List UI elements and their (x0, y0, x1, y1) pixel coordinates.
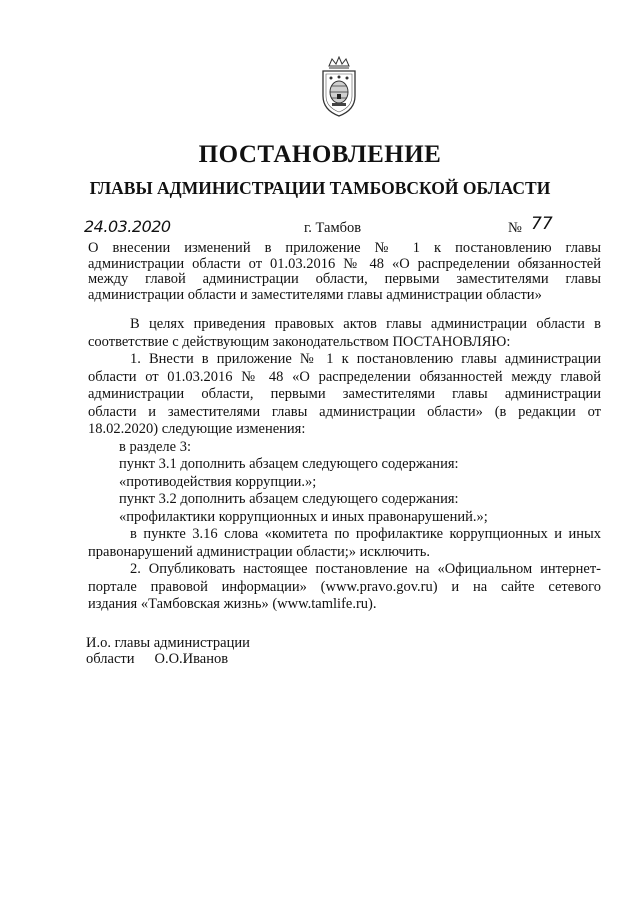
body-line: 2. Опубликовать настоящее постановление на «Официальном интернет- (130, 561, 601, 577)
body-line: 18.02.2020) следующие изменения: (88, 421, 306, 437)
body-line: в разделе 3: (119, 438, 192, 455)
document-title: ПОСТАНОВЛЕНИЕ (198, 141, 442, 168)
body-line: правонарушений администрации области;» исключить. (88, 543, 431, 560)
tambov-coat-of-arms-icon (317, 56, 361, 118)
subject-line: администрации области и заместителями главы администрации области» (88, 286, 542, 303)
document-body (88, 316, 601, 614)
body-line: В целях приведения правовых актов главы администрации области в (130, 316, 601, 332)
signatory-position-line2: области (86, 651, 135, 667)
body-line: «противодействия коррупции.»; (119, 473, 317, 490)
body-line: пункт 3.2 дополнить абзацем следующего содержания: (119, 491, 459, 507)
body-line: в пункте 3.16 слова «комитета по профилактике коррупционных и иных (130, 526, 601, 542)
body-line: пункт 3.1 дополнить абзацем следующего содержания: (119, 456, 459, 472)
body-line: области от 01.03.2016 № 48 «О распределении обязанностей между главой (88, 368, 601, 385)
body-line: соответствие с действующим законодательством ПОСТАНОВЛЯЮ: (88, 333, 511, 350)
body-line: «профилактики коррупционных и иных правонарушений.»; (119, 508, 488, 525)
document-subtitle: ГЛАВЫ АДМИНИСТРАЦИИ ТАМБОВСКОЙ ОБЛАСТИ (89, 178, 551, 198)
subject-line: между главой администрации области, первыми заместителями главы (88, 271, 601, 287)
subject-line: администрации области от 01.03.2016 № 48 «О распределении обязанностей (88, 255, 601, 272)
signatory-position-cont (86, 651, 250, 667)
document-number: 77 (531, 214, 553, 234)
subject-line: О внесении изменений в приложение № 1 к постановлению главы (88, 240, 601, 256)
body-line: портале правовой информации» (www.pravo.gov.ru) и на сайте сетевого (88, 578, 601, 595)
body-line: администрации области, первыми заместителями главы администрации (88, 386, 601, 402)
document-date: 24.03.2020 (84, 217, 171, 236)
signatory-position: И.о. главы администрации (86, 635, 250, 651)
document-number-label: № (508, 220, 522, 236)
signature-block (86, 635, 250, 667)
signatory-name: О.О.Иванов (154, 651, 229, 667)
body-line: издания «Тамбовская жизнь» (www.tamlife.ru). (88, 596, 377, 612)
body-line: области и заместителями главы администрации области» (в редакции от (88, 403, 601, 420)
document-city: г. Тамбов (304, 220, 362, 236)
document-subject (88, 241, 601, 303)
body-line: 1. Внести в приложение № 1 к постановлению главы администрации (130, 351, 601, 367)
